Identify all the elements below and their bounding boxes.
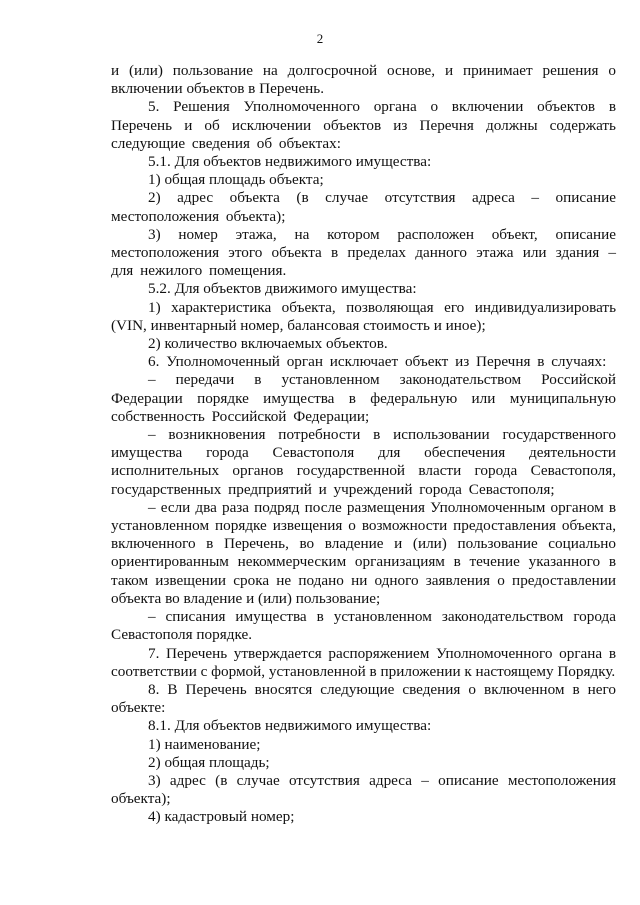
paragraph-item-5-1: 5.1. Для объектов недвижимого имущества: [148, 153, 432, 171]
paragraph-item-7: 7. Перечень утверждается распоряжением Уполномоченного органа в соответствии с формой, установленной в приложении к настоящему Порядку. [111, 644, 616, 680]
paragraph-item-8: 8. В Перечень вносятся следующие сведения о включенном в него объекте: [111, 680, 616, 717]
paragraph-continuation: и (или) пользование на долгосрочной основе, и принимает решения о включении объектов в Перечень. [111, 62, 616, 98]
paragraph-item-5-1-1: 1) общая площадь объекта; [148, 171, 324, 189]
paragraph-item-6-bullet-4: – списания имущества в установленном законодательством города Севастополя порядке. [111, 608, 616, 644]
paragraph-item-8-1: 8.1. Для объектов недвижимого имущества: [148, 717, 432, 735]
paragraph-item-6-bullet-1: – передачи в установленном законодательством Российской Федерации порядке имущества в федеральную или муниципальную собственность Российской Федерации; [111, 371, 616, 425]
paragraph-item-5-2-2: 2) количество включаемых объектов. [148, 335, 388, 353]
paragraph-item-5-2-1: 1) характеристика объекта, позволяющая его индивидуализировать (VIN, инвентарный номер, балансовая стоимость и иное); [111, 298, 616, 334]
paragraph-item-8-1-1: 1) наименование; [148, 735, 261, 753]
paragraph-item-6-bullet-2: – возникновения потребности в использовании государственного имущества города Севастополя для обеспечения деятельности исполнительных органов государственной власти города Севастополя, государственных предприятий и учреждений города Севастополя; [111, 426, 616, 498]
paragraph-item-5-1-3: 3) номер этажа, на котором расположен объект, описание местоположения этого объекта в пределах данного этажа или здания – для нежилого помещения. [111, 225, 616, 280]
paragraph-item-6-bullet-3: – если два раза подряд после размещения Уполномоченным органом в установленном порядке извещения о возможности предоставления объекта, включенного в Перечень, во владение и (или) пользование социально ориентированным некоммерческим организациям в течение указанного в таком извещении срока не подано ни одного заявления о предоставлении объекта во владение и (или) пользование; [111, 498, 616, 607]
paragraph-item-8-1-2: 2) общая площадь; [148, 753, 270, 771]
paragraph-item-5-1-2: 2) адрес объекта (в случае отсутствия адреса – описание местоположения объекта); [111, 189, 616, 225]
paragraph-item-6: 6. Уполномоченный орган исключает объект из Перечня в случаях: [148, 353, 607, 371]
paragraph-item-5: 5. Решения Уполномоченного органа о включении объектов в Перечень и об исключении объектов из Перечня должны содержать следующие сведения об объектах: [111, 98, 616, 152]
paragraph-item-5-2: 5.2. Для объектов движимого имущества: [148, 280, 417, 298]
paragraph-item-8-1-3: 3) адрес (в случае отсутствия адреса – описание местоположения объекта); [111, 771, 616, 808]
paragraph-item-8-1-4: 4) кадастровый номер; [148, 808, 295, 826]
page-number: 2 [316, 31, 324, 46]
document-body [111, 62, 616, 827]
